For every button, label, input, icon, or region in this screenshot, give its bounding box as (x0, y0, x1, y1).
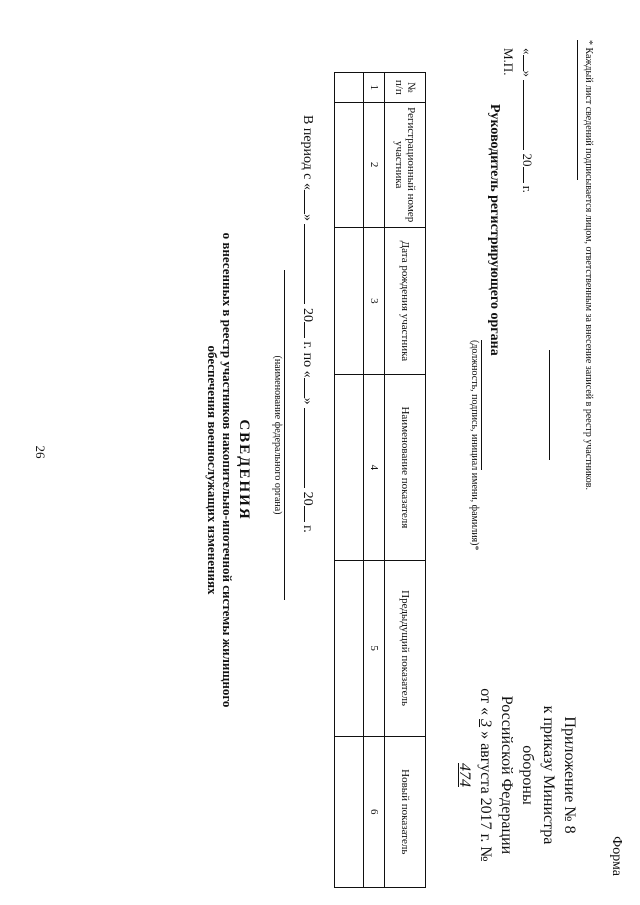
table-cell: 5 (364, 560, 385, 736)
footnote: * Каждый лист сведений подписывается лицом, ответственным за внесение записей в реестр участников. (583, 40, 594, 490)
organ-caption: (наименование федерального органа) (272, 355, 283, 515)
table-cell (335, 227, 364, 375)
table-cell: 6 (364, 736, 385, 887)
signature-caption: (должность, подпись, инициал имени, фамилия)* (469, 340, 480, 551)
title-line-2: о внесенных в реестр участников накопительно-ипотечной системы жилищного (220, 232, 235, 708)
title-line-3: обеспечения военнослужащих изменениях (205, 345, 220, 595)
appendix-line-3: Российской Федерации (498, 695, 515, 855)
appendix-date-line: от « 3 » августа 2017 г. № 474 (456, 688, 494, 862)
table-cell (335, 102, 364, 227)
page-number: 26 (33, 445, 48, 459)
col-header-indicator-name: Наименование показателя (385, 375, 426, 560)
document-title (205, 150, 252, 790)
footnote-rule (577, 40, 578, 180)
signature-line (481, 340, 482, 470)
appendix-day: 3 (477, 719, 494, 728)
form-label: Форма (609, 836, 624, 876)
table-cell (335, 560, 364, 736)
col-header-number: № п/п (385, 73, 426, 103)
signature-line-secondary (549, 350, 550, 460)
table-row (335, 73, 364, 888)
col-header-birth-date: Дата рождения участника (385, 227, 426, 375)
table-cell: 2 (364, 102, 385, 227)
table-cell (335, 375, 364, 560)
table-cell (335, 736, 364, 887)
table-cell: 4 (364, 375, 385, 560)
stamp-place-label: М.П. (501, 48, 516, 76)
head-of-organ-label: Руководитель регистрирующего органа (487, 104, 502, 356)
col-header-new-value: Новый показатель (385, 736, 426, 887)
table-cell: 1 (364, 73, 385, 103)
col-header-previous-value: Предыдущий показатель (385, 560, 426, 736)
appendix-line-1: Приложение № 8 (561, 716, 578, 834)
table-cell (335, 73, 364, 103)
changes-table (334, 72, 426, 888)
title-main: СВЕДЕНИЯ (236, 419, 252, 521)
appendix-order-number: 474 (456, 763, 473, 787)
table-cell: 3 (364, 227, 385, 375)
signature-date-line: «» 20 г. (520, 48, 535, 193)
appendix-block (454, 680, 580, 870)
period-line: В период с «» 20 г. по «» 20 г. (299, 115, 318, 715)
organ-name-line (284, 270, 285, 600)
appendix-line-2: к приказу Министра обороны (519, 705, 557, 845)
col-header-reg-number: Регистрационный номер участника (385, 102, 426, 227)
table-numbering-row (364, 73, 385, 888)
